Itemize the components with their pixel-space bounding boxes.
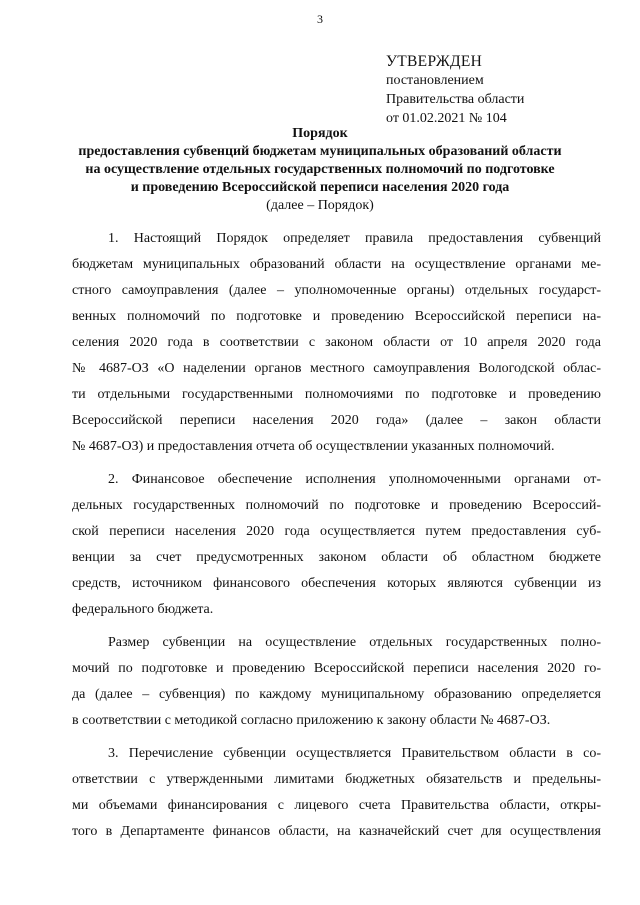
text-line: венции за счет предусмотренных законом области об областном бюджете <box>72 550 601 565</box>
text-line: бюджетам муниципальных образований области на осуществление органами ме- <box>72 257 601 272</box>
paragraph-3 <box>72 630 601 734</box>
text-line: ми объемами финансирования с лицевого счета Правительства области, откры- <box>72 798 601 813</box>
text-line: № 4687-ОЗ «О наделении органов местного самоуправления Вологодской облас- <box>72 361 601 376</box>
text-line: мочий по подготовке и проведению Всероссийской переписи населения 2020 го- <box>72 661 601 676</box>
document-heading <box>40 125 600 215</box>
paragraph-1 <box>72 226 601 460</box>
text-line: стного самоуправления (далее – уполномоченные органы) отдельных государст- <box>72 283 601 298</box>
approval-title: УТВЕРЖДЕН <box>386 53 483 70</box>
document-subtitle-line: на осуществление отдельных государственных полномочий по подготовке <box>85 162 555 177</box>
text-line: Размер субвенции на осуществление отдельных государственных полно- <box>108 635 601 650</box>
document-title: Порядок <box>292 126 348 141</box>
text-line: 3. Перечисление субвенции осуществляется Правительством области в со- <box>108 746 601 761</box>
text-line: селения 2020 года в соответствии с законом области от 10 апреля 2020 года <box>72 335 601 350</box>
document-body <box>72 226 601 845</box>
document-subtitle-line: предоставления субвенций бюджетам муниципальных образований области <box>78 144 562 159</box>
text-line: да (далее – субвенция) по каждому муниципальному образованию определяется <box>72 687 601 702</box>
text-line: федерального бюджета. <box>72 602 214 617</box>
text-line: дельных государственных полномочий по подготовке и проведению Всероссий- <box>72 498 601 513</box>
text-line: Всероссийской переписи населения 2020 года» (далее – закон области <box>72 413 601 428</box>
text-line: ответствии с утвержденными лимитами бюджетных обязательств и предельны- <box>72 772 601 787</box>
text-line: 1. Настоящий Порядок определяет правила предоставления субвенций <box>108 231 601 246</box>
text-line: ской переписи населения 2020 года осуществляется путем предоставления суб- <box>72 524 601 539</box>
text-line: того в Департаменте финансов области, на казначейский счет для осуществления <box>72 824 601 839</box>
approval-block <box>386 52 626 128</box>
text-line: 2. Финансовое обеспечение исполнения уполномоченными органами от- <box>108 472 601 487</box>
approval-date-line: от 01.02.2021 № 104 <box>386 111 507 126</box>
page-number: 3 <box>317 12 323 26</box>
text-line: венных полномочий по подготовке и проведению Всероссийской переписи на- <box>72 309 601 324</box>
paragraph-4 <box>72 741 601 845</box>
document-subtitle-line: и проведению Всероссийской переписи населения 2020 года <box>130 180 510 195</box>
paragraph-2 <box>72 467 601 623</box>
document-title-note: (далее – Порядок) <box>266 198 374 213</box>
text-line: ти отдельными государственными полномочиями по подготовке и проведению <box>72 387 601 402</box>
text-line: средств, источником финансового обеспечения которых являются субвенции из <box>72 576 601 591</box>
approval-line: Правительства области <box>386 92 525 107</box>
text-line: № 4687-ОЗ) и предоставления отчета об осуществлении указанных полномочий. <box>72 439 555 454</box>
approval-line: постановлением <box>386 73 484 88</box>
text-line: в соответствии с методикой согласно приложению к закону области № 4687-ОЗ. <box>72 713 551 728</box>
